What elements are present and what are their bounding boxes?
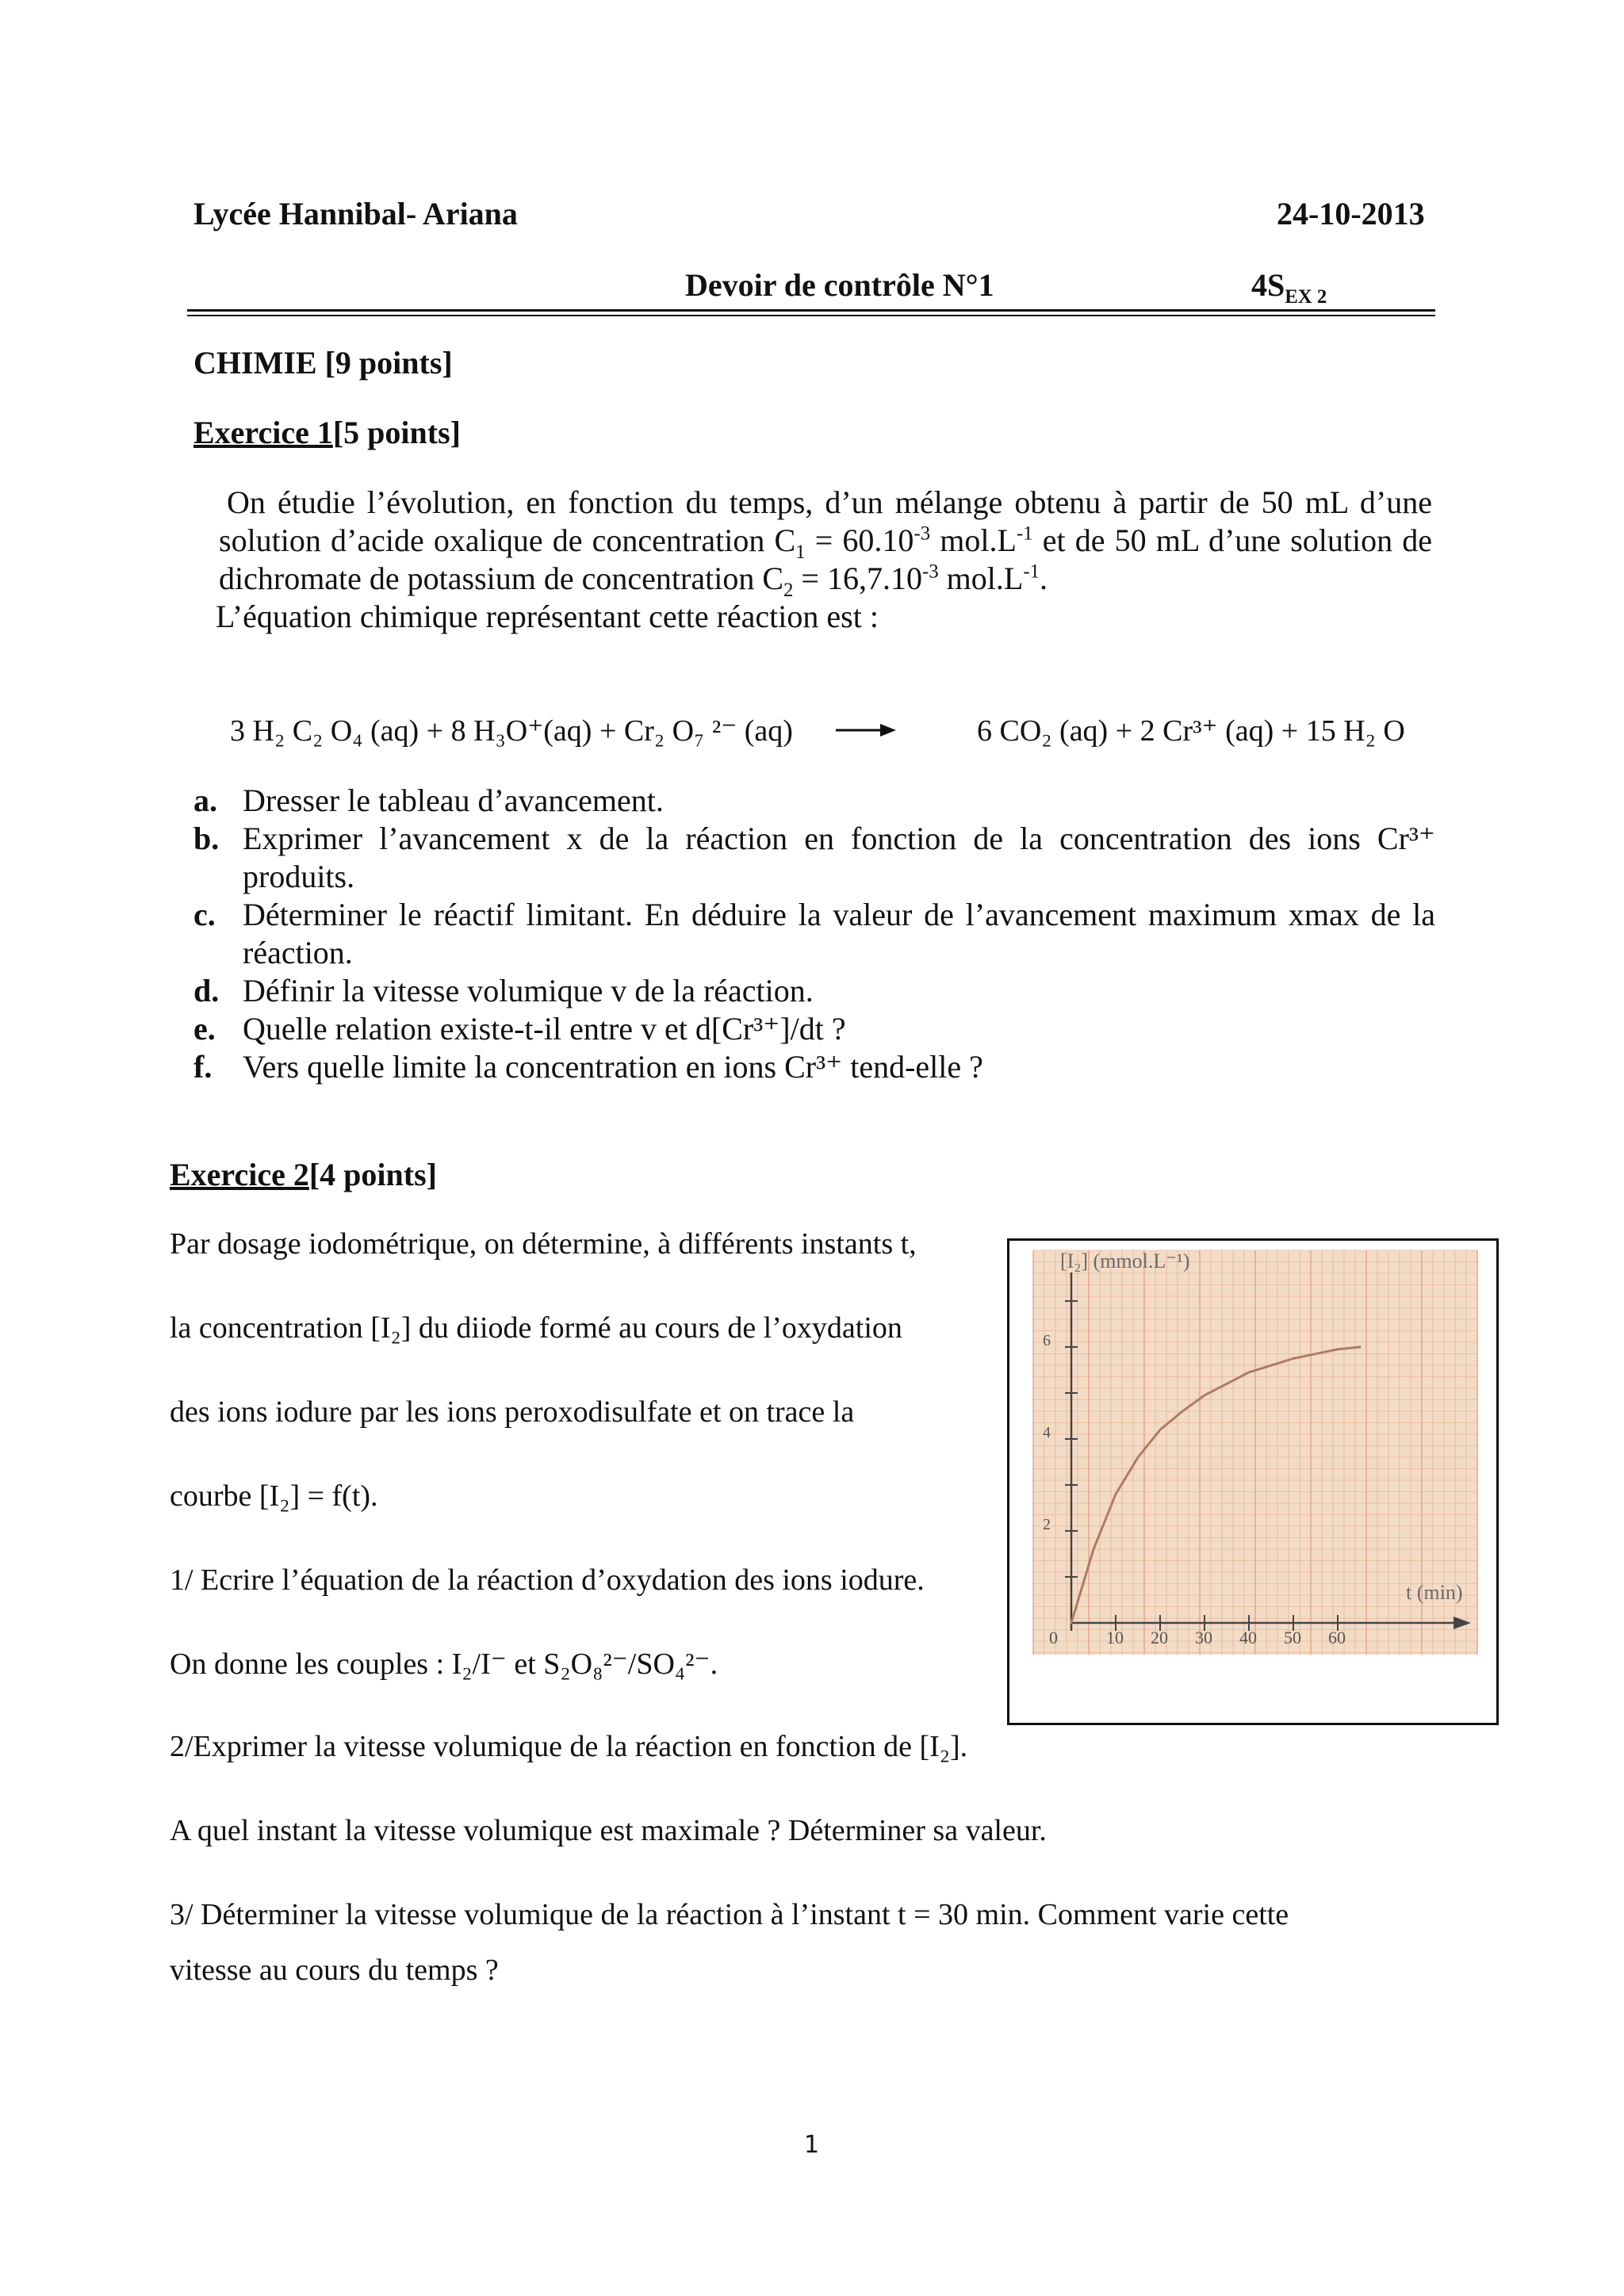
y-tick-label: 4: [1043, 1424, 1051, 1441]
x-tick-label: 40: [1239, 1628, 1257, 1647]
intro-part: et de 50 mL d’une solution de dichromate de potassium de concentration C: [219, 522, 1432, 596]
exponent: -3: [914, 522, 931, 545]
exercise2-line: On donne les couples : I₂/I⁻ et S₂O₈²⁻/SO₄²⁻.: [170, 1647, 718, 1681]
exercise2-line: Par dosage iodométrique, on détermine, à différents instants t,: [170, 1227, 917, 1261]
exercise1-title: [193, 414, 461, 452]
x-tick-label: 30: [1195, 1628, 1212, 1647]
exercise1-questions: [193, 782, 1435, 1086]
exam-date: 24-10-2013: [1277, 196, 1425, 232]
equation-left: 3 H₂ C₂ O₄ (aq) + 8 H₃O⁺(aq) + Cr₂ O₇ ²⁻ (aq): [230, 714, 793, 748]
y-axis-label: [I₂] (mmol.L⁻¹): [1060, 1249, 1190, 1272]
school-name: Lycée Hannibal- Ariana: [193, 196, 518, 232]
equation-right: 6 CO₂ (aq) + 2 Cr³⁺ (aq) + 15 H₂ O: [977, 714, 1405, 748]
intro-part: On étudie l’évolution, en fonction du temps, d’un mélange obtenu à partir de 50 mL d’une solution d’acide oxalique de concentration C: [219, 484, 1432, 558]
intro-part: mol.L: [930, 522, 1017, 558]
x-axis-label: t (min): [1406, 1581, 1463, 1604]
question-label: d.: [193, 973, 220, 1008]
header-rule-top: [187, 309, 1435, 312]
exam-title: Devoir de contrôle N°1: [685, 267, 994, 303]
exercise2-title: [170, 1156, 437, 1194]
exercise2-line: la concentration [I₂] du diiode formé au cours de l’oxydation: [170, 1311, 902, 1345]
x-tick-label: 0: [1049, 1628, 1058, 1647]
c2-subscript: 2: [783, 580, 794, 601]
question-label: c.: [193, 897, 216, 932]
class-code: [1251, 266, 1327, 308]
intro-part: = 16,7.10: [793, 561, 922, 596]
exercise2-line: vitesse au cours du temps ?: [170, 1954, 499, 1987]
exercise2-title-points: [4 points]: [308, 1157, 437, 1192]
class-main: 4S: [1251, 267, 1285, 303]
exercise1-intro: [219, 484, 1432, 601]
reaction-arrow-icon: [836, 718, 896, 746]
list-item: [193, 782, 1435, 820]
exercise2-title-underlined: Exercice 2: [170, 1157, 309, 1192]
exponent: -1: [1023, 561, 1040, 583]
question-text: Déterminer le réactif limitant. En déduire la valeur de l’avancement maximum xmax de la réaction.: [243, 897, 1435, 970]
question-label: b.: [193, 821, 220, 856]
question-label: f.: [193, 1049, 213, 1085]
list-item: [193, 896, 1435, 972]
question-text: Définir la vitesse volumique v de la réaction.: [243, 973, 814, 1008]
chart-frame: [1007, 1238, 1499, 1725]
intro-part: = 60.10: [805, 522, 914, 558]
exercise2-line: courbe [I₂] = f(t).: [170, 1479, 378, 1513]
x-tick-label: 10: [1106, 1628, 1124, 1647]
question-text: Vers quelle limite la concentration en ions Cr³⁺ tend-elle ?: [243, 1049, 983, 1085]
class-sub: EX 2: [1285, 286, 1327, 308]
exercise1-title-underlined: Exercice 1: [193, 415, 333, 450]
y-tick-label: 6: [1043, 1332, 1051, 1349]
y-tick-label: 2: [1043, 1516, 1051, 1533]
c1-subscript: 1: [795, 541, 806, 563]
intro-part: mol.L: [938, 561, 1024, 596]
question-text: Quelle relation existe-t-il entre v et d[Cr³⁺]/dt ?: [243, 1011, 846, 1047]
section-title: CHIMIE [9 points]: [193, 345, 453, 381]
exercise2-question: 3/ Déterminer la vitesse volumique de la réaction à l’instant t = 30 min. Comment varie cette: [170, 1898, 1289, 1931]
list-item: [193, 1048, 1435, 1086]
page-number: 1: [804, 2131, 820, 2159]
intro-part: .: [1039, 561, 1048, 596]
question-label: e.: [193, 1011, 216, 1047]
exercise2-question: A quel instant la vitesse volumique est maximale ? Déterminer sa valeur.: [170, 1814, 1047, 1847]
exponent: -1: [1016, 522, 1033, 545]
question-label: a.: [193, 783, 217, 818]
concentration-chart: [1009, 1241, 1496, 1723]
exercise1-title-points: [5 points]: [332, 415, 461, 450]
question-text: Dresser le tableau d’avancement.: [243, 783, 664, 818]
list-item: [193, 1010, 1435, 1048]
question-text: Exprimer l’avancement x de la réaction en fonction de la concentration des ions Cr³⁺ produits.: [243, 821, 1435, 894]
header-rule-bottom: [187, 315, 1435, 316]
x-tick-label: 60: [1328, 1628, 1346, 1647]
list-item: [193, 972, 1435, 1010]
exponent: -3: [921, 561, 939, 583]
exercise2-question: 1/ Ecrire l’équation de la réaction d’oxydation des ions iodure.: [170, 1563, 925, 1597]
exercise2-line: des ions iodure par les ions peroxodisulfate et on trace la: [170, 1395, 855, 1429]
equation-lead: L’équation chimique représentant cette réaction est :: [216, 599, 879, 634]
exercise2-question: 2/Exprimer la vitesse volumique de la réaction en fonction de [I₂].: [170, 1730, 968, 1763]
x-tick-label: 50: [1284, 1628, 1301, 1647]
x-tick-label: 20: [1151, 1628, 1168, 1647]
list-item: [193, 820, 1435, 896]
